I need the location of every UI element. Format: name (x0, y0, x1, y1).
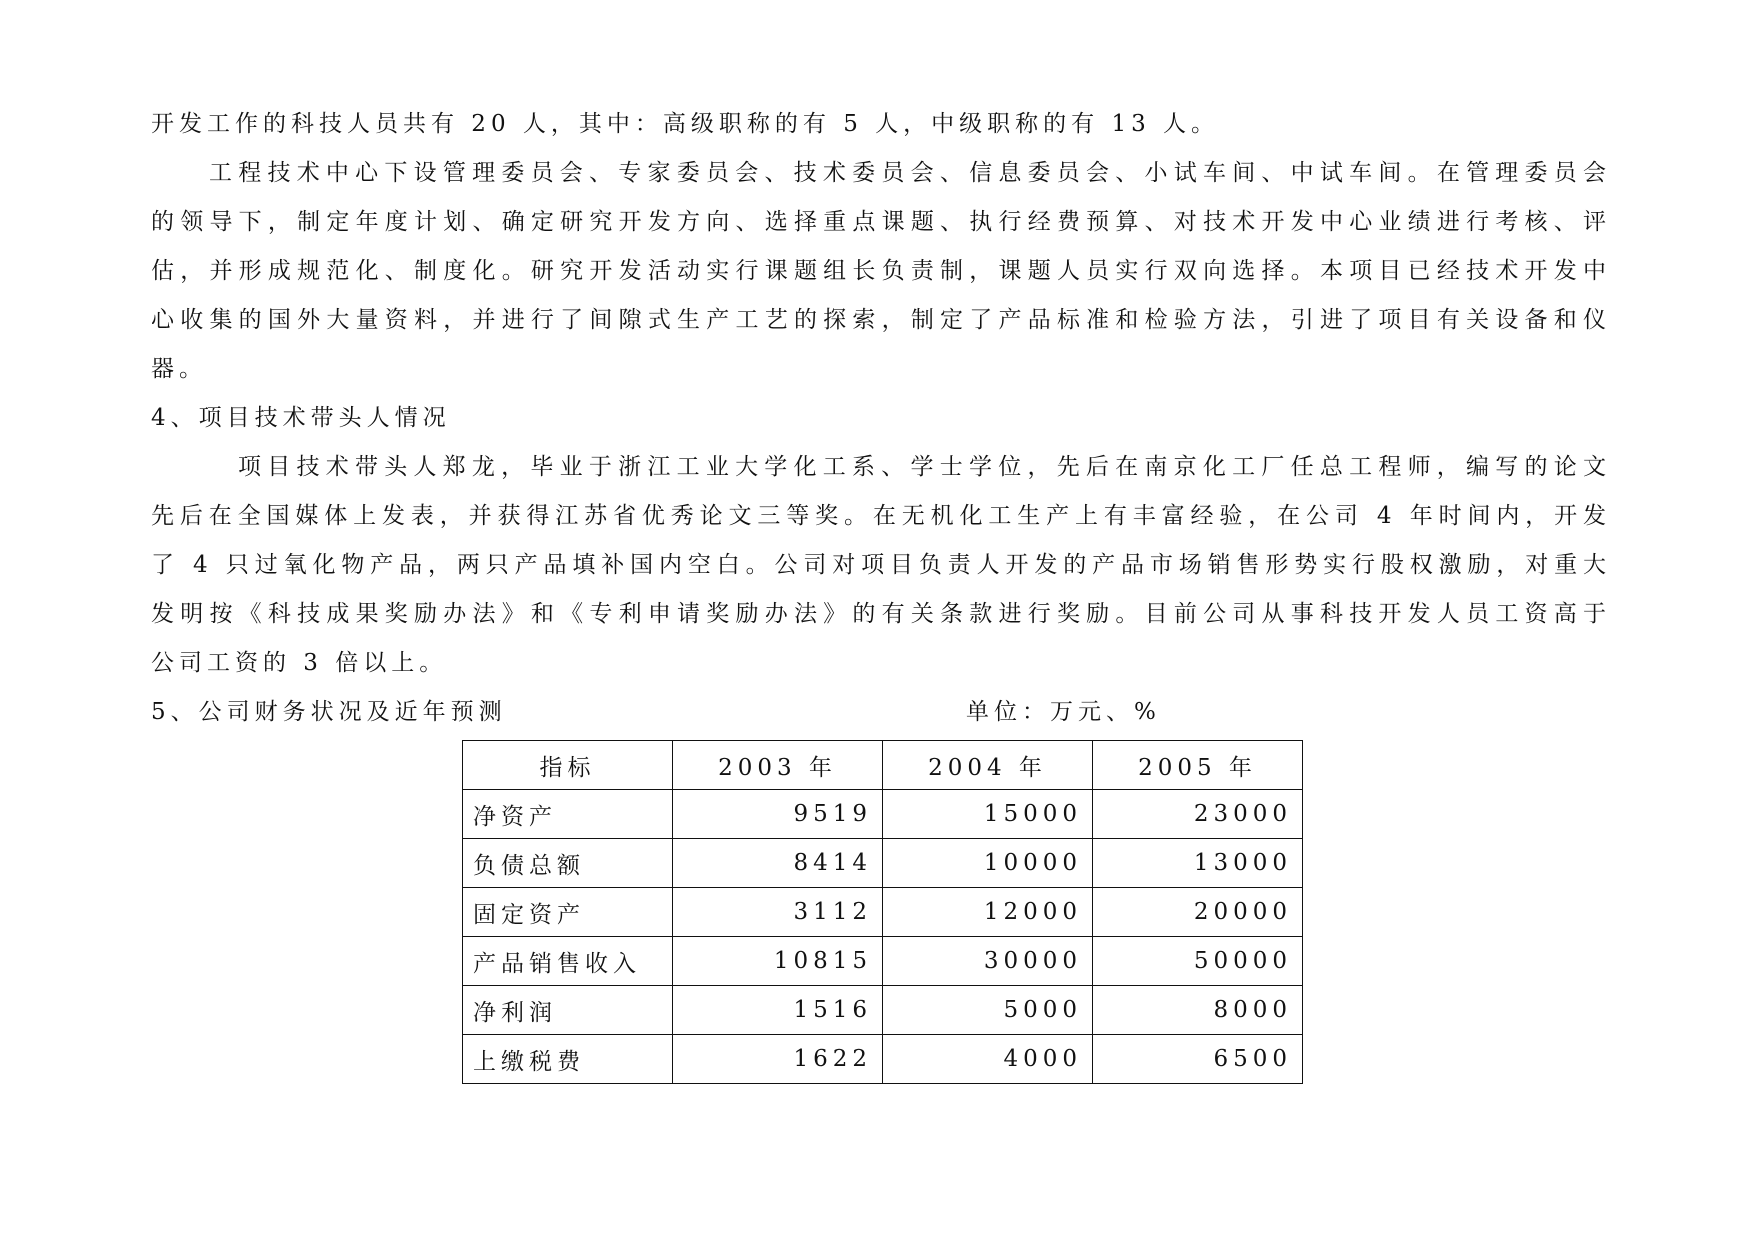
cell-2005: 50000 (1093, 937, 1303, 986)
cell-2005: 13000 (1093, 839, 1303, 888)
paragraph-2-line-2: 的领导下，制定年度计划、确定研究开发方向、选择重点课题、执行经费预算、对技术开发中心业绩进行考核、评 (151, 209, 1611, 235)
header-2004: 2004 年 (883, 741, 1093, 790)
header-2005: 2005 年 (1093, 741, 1303, 790)
section-5-heading-row (151, 688, 1611, 737)
row-label: 上缴税费 (463, 1035, 673, 1084)
row-label: 固定资产 (463, 888, 673, 937)
table-row (463, 937, 1303, 986)
document-page (151, 100, 1611, 737)
cell-2004: 4000 (883, 1035, 1093, 1084)
cell-2003: 8414 (673, 839, 883, 888)
paragraph-3-line-2: 先后在全国媒体上发表，并获得江苏省优秀论文三等奖。在无机化工生产上有丰富经验，在公司 4 年时间内，开发 (151, 503, 1611, 529)
cell-2004: 10000 (883, 839, 1093, 888)
cell-2003: 1622 (673, 1035, 883, 1084)
row-label: 净利润 (463, 986, 673, 1035)
cell-2005: 8000 (1093, 986, 1303, 1035)
cell-2005: 20000 (1093, 888, 1303, 937)
table-row (463, 839, 1303, 888)
table-header-row (463, 741, 1303, 790)
row-label: 负债总额 (463, 839, 673, 888)
paragraph-2-line-3: 估，并形成规范化、制度化。研究开发活动实行课题组长负责制，课题人员实行双向选择。本项目已经技术开发中 (151, 258, 1611, 284)
unit-note: 单位：万元、% (966, 699, 1161, 725)
table-row (463, 888, 1303, 937)
paragraph-3-line-3: 了 4 只过氧化物产品，两只产品填补国内空白。公司对项目负责人开发的产品市场销售形势实行股权激励，对重大 (151, 552, 1611, 578)
paragraph-1-line-1: 开发工作的科技人员共有 20 人，其中：高级职称的有 5 人，中级职称的有 13 人。 (151, 111, 1220, 137)
financial-table (462, 740, 1303, 1084)
paragraph-3-line-5: 公司工资的 3 倍以上。 (151, 650, 448, 676)
cell-2004: 30000 (883, 937, 1093, 986)
paragraph-2-line-1: 工程技术中心下设管理委员会、专家委员会、技术委员会、信息委员会、小试车间、中试车间。在管理委员会 (209, 160, 1611, 186)
cell-2004: 5000 (883, 986, 1093, 1035)
header-indicator: 指标 (463, 741, 673, 790)
cell-2005: 6500 (1093, 1035, 1303, 1084)
row-label: 净资产 (463, 790, 673, 839)
table-row (463, 1035, 1303, 1084)
cell-2004: 12000 (883, 888, 1093, 937)
cell-2004: 15000 (883, 790, 1093, 839)
table-row (463, 986, 1303, 1035)
paragraph-3-line-4: 发明按《科技成果奖励办法》和《专利申请奖励办法》的有关条款进行奖励。目前公司从事科技开发人员工资高于 (151, 601, 1611, 627)
paragraph-2-line-5: 器。 (151, 356, 207, 382)
row-label: 产品销售收入 (463, 937, 673, 986)
cell-2003: 3112 (673, 888, 883, 937)
cell-2003: 10815 (673, 937, 883, 986)
header-2003: 2003 年 (673, 741, 883, 790)
paragraph-2-line-4: 心收集的国外大量资料，并进行了间隙式生产工艺的探索，制定了产品标准和检验方法，引进了项目有关设备和仪 (151, 307, 1611, 333)
section-5-heading: 5、公司财务状况及近年预测 (151, 699, 507, 725)
cell-2003: 9519 (673, 790, 883, 839)
section-4-heading: 4、项目技术带头人情况 (151, 405, 451, 431)
table-row (463, 790, 1303, 839)
cell-2005: 23000 (1093, 790, 1303, 839)
cell-2003: 1516 (673, 986, 883, 1035)
paragraph-3-line-1: 项目技术带头人郑龙，毕业于浙江工业大学化工系、学士学位，先后在南京化工厂任总工程师，编写的论文 (238, 454, 1611, 480)
